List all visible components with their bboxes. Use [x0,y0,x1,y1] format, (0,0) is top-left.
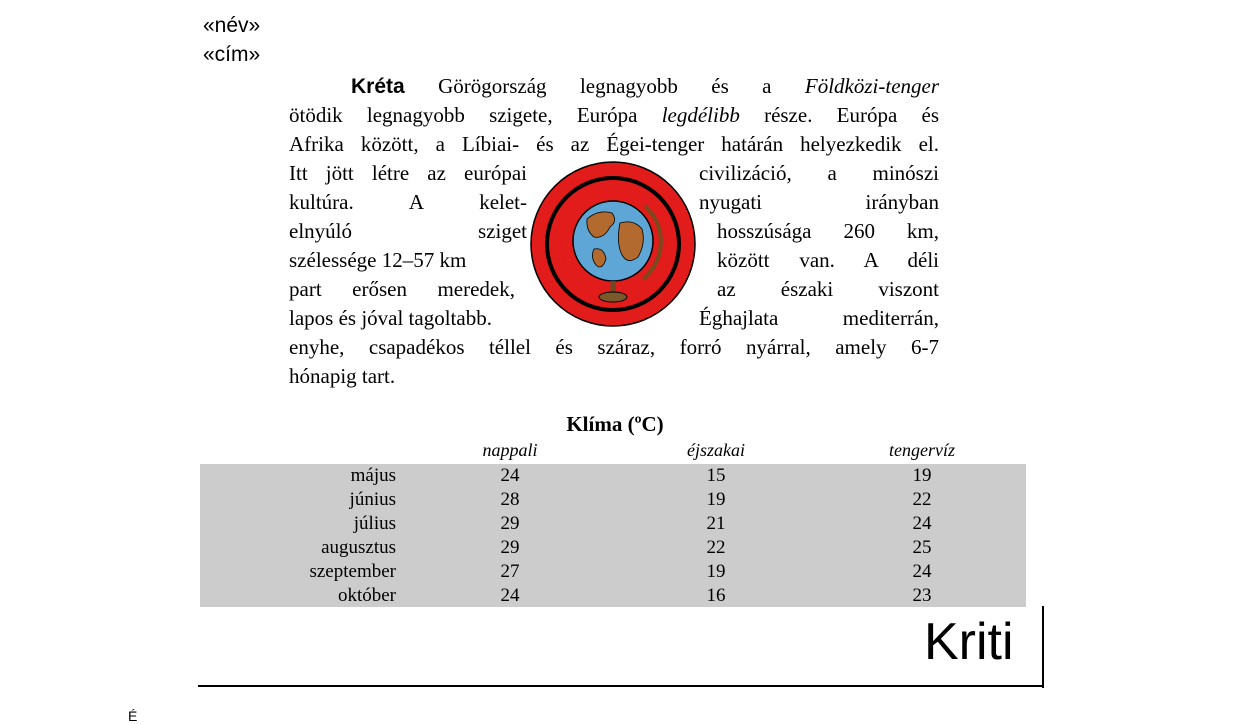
month-cell: szeptember [309,561,396,582]
text-segment: Görögország legnagyobb és a [438,74,805,98]
column-header: nappali [482,440,538,460]
day-temp-cell: 27 [500,561,520,582]
text-line [289,72,939,101]
text-line: hónapig tart. [289,364,396,388]
table-row [200,464,1026,488]
month-cell: július [353,513,396,534]
text-segment: kultúra. A kelet- [289,190,527,214]
text-line: enyhe, csapadékos téllel és száraz, forró nyárral, amely 6-7 [289,335,939,359]
climate-table-title: Klíma (ºC) [566,412,664,436]
sea-temp-cell: 23 [912,585,932,606]
sea-temp-cell: 22 [912,489,932,510]
text-segment: része. Európa és [739,103,940,127]
night-temp-cell: 15 [706,465,726,486]
column-header: tengervíz [889,440,955,460]
column-header: éjszakai [687,440,745,460]
text-segment: Éghajlata mediterrán, [699,306,939,330]
night-temp-cell: 19 [706,489,726,510]
month-cell: május [350,465,396,486]
text-segment: hosszúsága 260 km, [717,219,939,243]
text-segment: nyugati irányban [699,190,939,214]
day-temp-cell: 29 [500,537,520,558]
text-segment: lapos és jóval tagoltabb. [289,306,492,330]
footer-divider-vertical [1042,606,1044,688]
night-temp-cell: 22 [706,537,726,558]
text-segment: ötödik legnagyobb szigete, Európa [289,103,662,127]
sea-temp-cell: 25 [912,537,932,558]
table-row [200,512,1026,536]
text-segment-italic: legdélibb [661,103,740,127]
table-row [200,560,1026,584]
day-temp-cell: 24 [500,465,520,486]
sea-temp-cell: 24 [912,513,932,534]
text-segment-italic: Földközi-tenger [804,74,940,98]
night-temp-cell: 19 [706,561,726,582]
footer-title: Kriti [924,613,1014,671]
day-temp-cell: 29 [500,513,520,534]
text-segment: szélessége 12–57 km [289,248,467,272]
month-cell: október [337,585,396,606]
text-segment: elnyúló sziget [289,219,527,243]
table-row [200,488,1026,512]
article-title: Kréta [351,75,405,98]
text-segment: civilizáció, a minószi [699,161,939,185]
footer-divider-horizontal [198,685,1044,687]
table-row [200,536,1026,560]
month-cell: június [349,489,396,510]
merge-field-name: «név» [203,14,261,37]
text-line: Afrika között, a Líbiai- és az Égei-tenger határán helyezkedik el. [289,132,939,156]
text-segment: Itt jött létre az európai [289,161,527,185]
globe-icon [530,161,696,327]
text-line [289,101,939,130]
month-cell: augusztus [321,537,396,558]
day-temp-cell: 24 [500,585,520,606]
night-temp-cell: 16 [706,585,726,606]
text-segment: között van. A déli [717,248,939,272]
day-temp-cell: 28 [500,489,520,510]
page-fragment-text: É [128,708,138,724]
sea-temp-cell: 19 [912,465,932,486]
table-row [200,584,1026,608]
night-temp-cell: 21 [706,513,726,534]
merge-field-address: «cím» [203,43,261,66]
text-segment: part erősen meredek, [289,277,515,301]
sea-temp-cell: 24 [912,561,932,582]
text-segment: az északi viszont [717,277,939,301]
